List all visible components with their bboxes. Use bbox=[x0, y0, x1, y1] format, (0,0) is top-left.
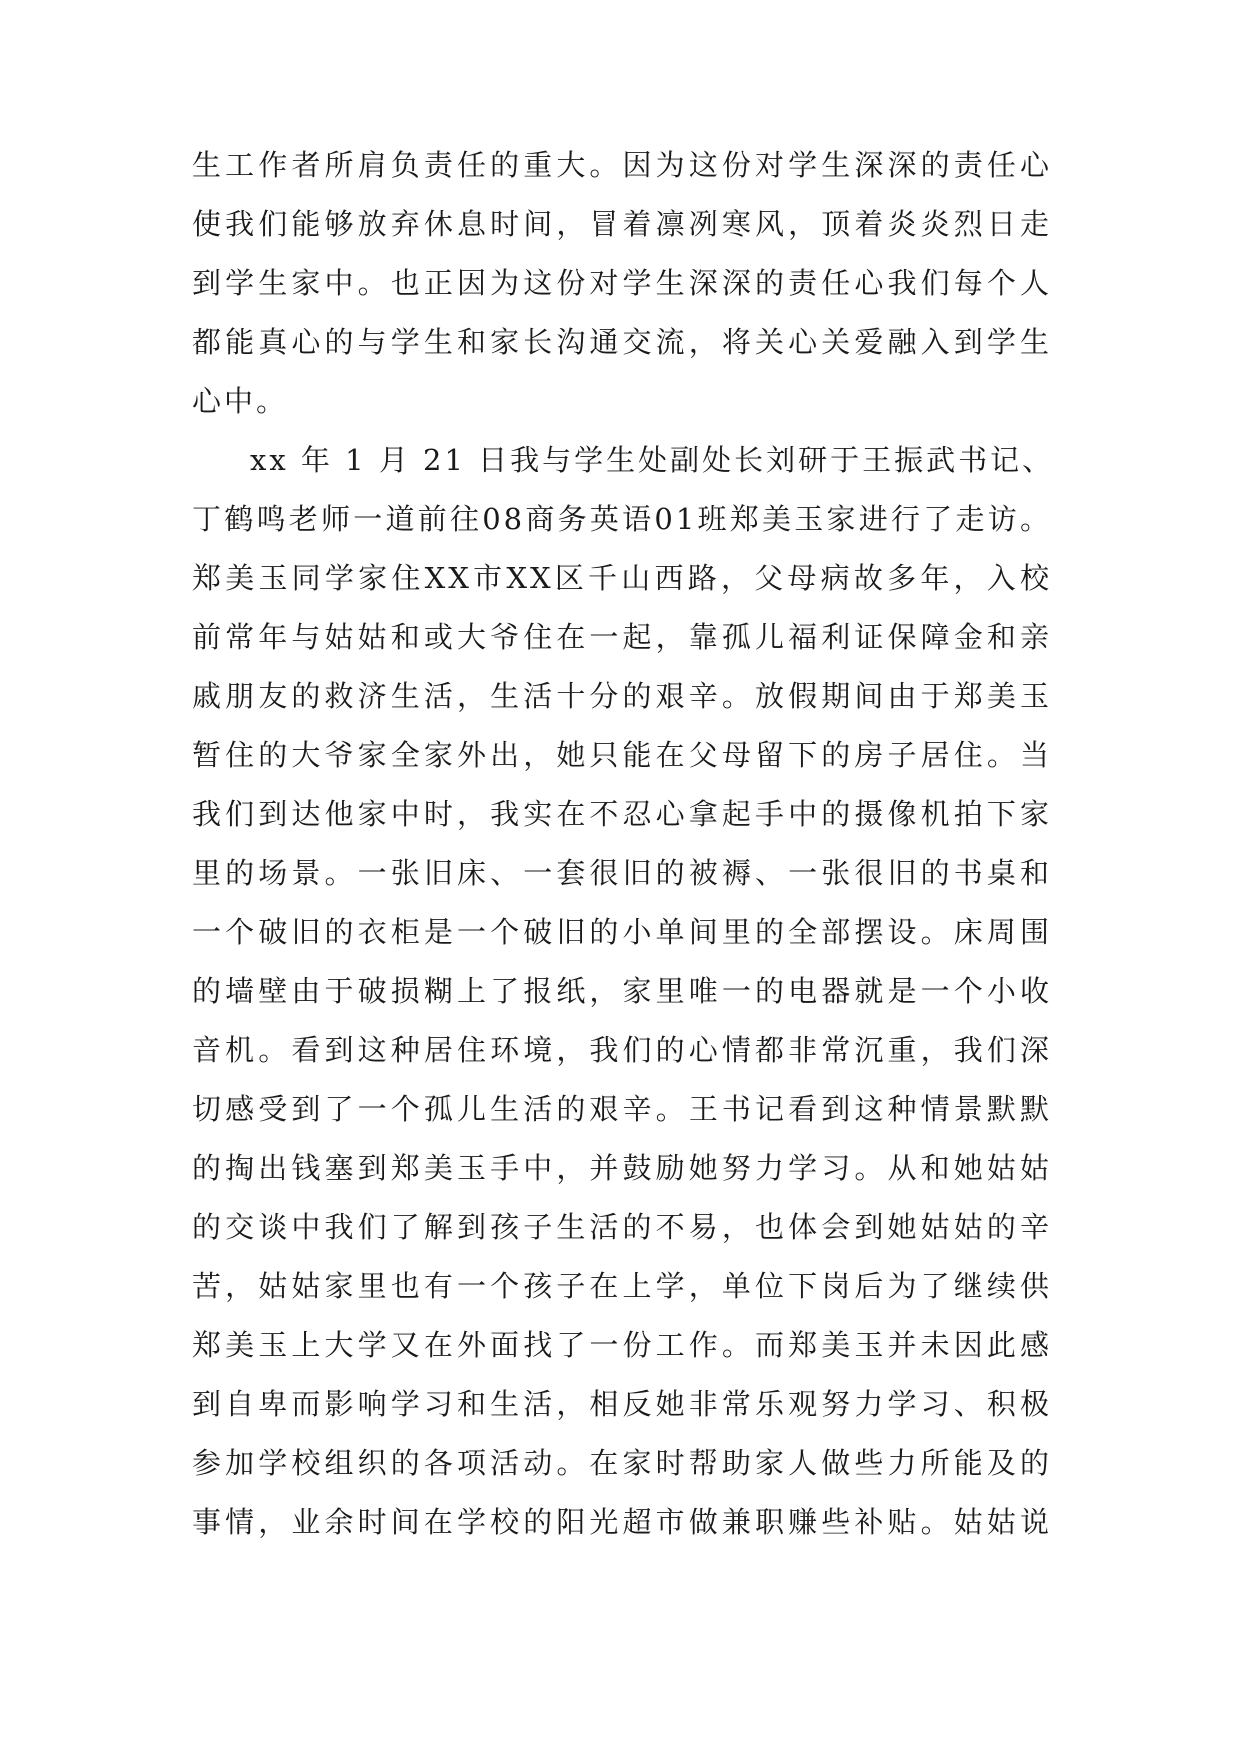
text-line: 参加学校组织的各项活动。在家时帮助家人做些力所能及的 bbox=[192, 1446, 1052, 1480]
text-line: 音机。看到这种居住环境，我们的心情都非常沉重，我们深 bbox=[192, 1033, 1052, 1067]
text-line: 戚朋友的救济生活，生活十分的艰辛。放假期间由于郑美玉 bbox=[192, 679, 1052, 713]
text-line: 丁鹤鸣老师一道前往08商务英语01班郑美玉家进行了走访。 bbox=[192, 502, 1052, 536]
text-line: 前常年与姑姑和或大爷住在一起，靠孤儿福利证保障金和亲 bbox=[192, 620, 1052, 654]
text-line: 我们到达他家中时，我实在不忍心拿起手中的摄像机拍下家 bbox=[192, 797, 1052, 831]
text-line: 都能真心的与学生和家长沟通交流，将关心关爱融入到学生 bbox=[192, 325, 1052, 359]
text-line: 的交谈中我们了解到孩子生活的不易，也体会到她姑姑的辛 bbox=[192, 1210, 1052, 1244]
text-line: 的掏出钱塞到郑美玉手中，并鼓励她努力学习。从和她姑姑 bbox=[192, 1151, 1052, 1185]
text-line: 到自卑而影响学习和生活，相反她非常乐观努力学习、积极 bbox=[192, 1387, 1052, 1421]
text-line: 郑美玉上大学又在外面找了一份工作。而郑美玉并未因此感 bbox=[192, 1328, 1052, 1362]
body-text bbox=[192, 136, 1055, 1552]
text-line: 里的场景。一张旧床、一套很旧的被褥、一张很旧的书桌和 bbox=[192, 856, 1052, 890]
text-line: 郑美玉同学家住XX市XX区千山西路，父母病故多年，入校 bbox=[192, 561, 1052, 595]
text-line: 暂住的大爷家全家外出，她只能在父母留下的房子居住。当 bbox=[192, 738, 1052, 772]
text-line: 事情，业余时间在学校的阳光超市做兼职赚些补贴。姑姑说 bbox=[192, 1505, 1052, 1539]
text-line: 苦，姑姑家里也有一个孩子在上学，单位下岗后为了继续供 bbox=[192, 1269, 1052, 1303]
paragraph-first-line: xx 年 1 月 21 日我与学生处副处长刘研于王振武书记、 bbox=[250, 443, 1055, 477]
text-line: 的墙壁由于破损糊上了报纸，家里唯一的电器就是一个小收 bbox=[192, 974, 1052, 1008]
text-line: 到学生家中。也正因为这份对学生深深的责任心我们每个人 bbox=[192, 266, 1052, 300]
text-line: 生工作者所肩负责任的重大。因为这份对学生深深的责任心 bbox=[192, 148, 1052, 182]
text-line: 心中。 bbox=[192, 384, 289, 418]
text-line: 使我们能够放弃休息时间，冒着凛冽寒风，顶着炎炎烈日走 bbox=[192, 207, 1052, 241]
text-line: 一个破旧的衣柜是一个破旧的小单间里的全部摆设。床周围 bbox=[192, 915, 1052, 949]
text-line: 切感受到了一个孤儿生活的艰辛。王书记看到这种情景默默 bbox=[192, 1092, 1052, 1126]
